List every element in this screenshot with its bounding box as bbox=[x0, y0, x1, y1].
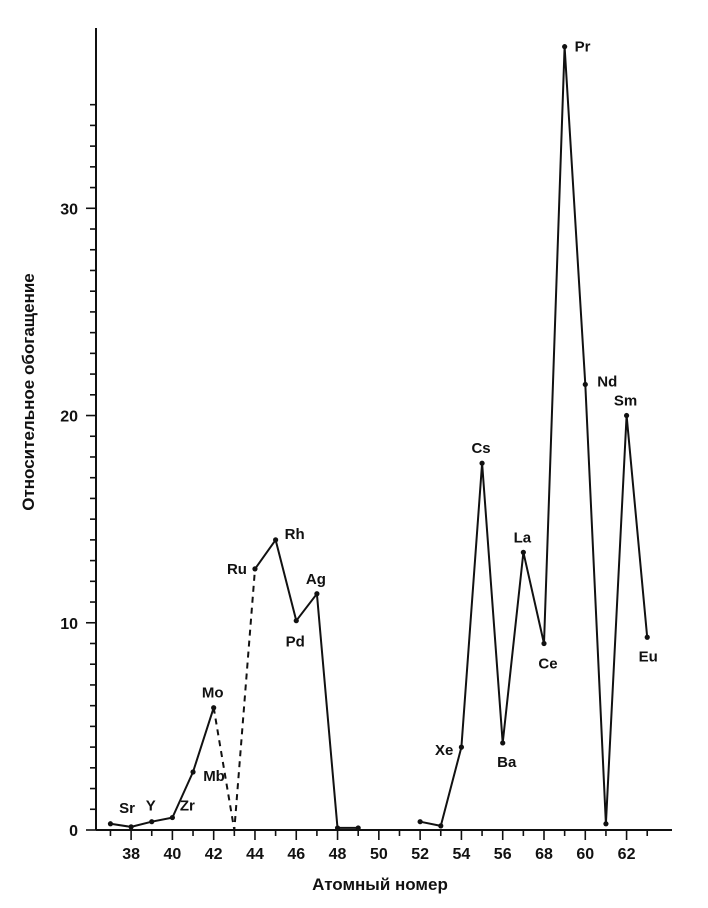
data-point bbox=[459, 745, 464, 750]
data-point bbox=[438, 823, 443, 828]
x-ticks bbox=[110, 830, 647, 863]
point-label: Pd bbox=[285, 633, 305, 651]
y-axis bbox=[60, 28, 96, 840]
y-axis-title: Относительное обогащение bbox=[19, 273, 38, 511]
point-label: Ce bbox=[538, 655, 558, 673]
x-axis-title: Атомный номер bbox=[312, 875, 448, 894]
data-point bbox=[314, 591, 319, 596]
data-point bbox=[624, 413, 629, 418]
data-point bbox=[128, 824, 133, 829]
point-label: Sm bbox=[613, 392, 638, 410]
point-label: Xe bbox=[435, 742, 454, 760]
point-label: La bbox=[513, 529, 532, 547]
data-point bbox=[583, 382, 588, 387]
x-tick-label: 46 bbox=[287, 846, 306, 863]
y-tick-label: 10 bbox=[60, 615, 78, 633]
point-label: Ba bbox=[497, 753, 517, 771]
y-tick-label: 20 bbox=[60, 408, 78, 426]
point-label: Rh bbox=[284, 525, 305, 543]
y-tick-label: 30 bbox=[60, 201, 78, 219]
x-tick-label: 48 bbox=[328, 846, 347, 863]
series-segment bbox=[420, 47, 647, 826]
data-point bbox=[170, 815, 175, 820]
data-point bbox=[356, 825, 361, 830]
point-label: Zr bbox=[179, 797, 195, 815]
point-label: Mo bbox=[201, 684, 224, 702]
x-tick-label: 54 bbox=[452, 846, 471, 863]
x-tick-label: 60 bbox=[576, 846, 595, 863]
x-tick-label: 44 bbox=[246, 846, 264, 863]
point-label: Y bbox=[145, 797, 156, 815]
y-tick-label: 0 bbox=[69, 823, 78, 840]
y-ticks bbox=[60, 105, 96, 840]
x-tick-label: 56 bbox=[493, 846, 512, 863]
data-point bbox=[562, 44, 567, 49]
series bbox=[108, 44, 650, 830]
x-tick-label: 62 bbox=[617, 846, 636, 863]
data-point bbox=[273, 537, 278, 542]
x-tick-label: 40 bbox=[163, 846, 182, 863]
point-labels bbox=[119, 39, 658, 817]
data-point bbox=[603, 821, 608, 826]
point-label: Ru bbox=[226, 560, 247, 578]
data-point bbox=[335, 825, 340, 830]
data-point bbox=[541, 641, 546, 646]
x-tick-label: 50 bbox=[369, 846, 388, 863]
data-point bbox=[521, 550, 526, 555]
data-point bbox=[500, 740, 505, 745]
data-point bbox=[149, 819, 154, 824]
data-point bbox=[108, 821, 113, 826]
point-label: Cs bbox=[471, 440, 491, 458]
data-point bbox=[252, 566, 257, 571]
point-label: Mb bbox=[203, 767, 225, 785]
data-point bbox=[479, 461, 484, 466]
x-tick-label: 68 bbox=[535, 846, 553, 863]
data-point bbox=[418, 819, 423, 824]
point-label: Pr bbox=[574, 38, 591, 56]
x-tick-label: 38 bbox=[122, 846, 140, 863]
point-label: Ag bbox=[305, 570, 326, 588]
point-label: Nd bbox=[597, 373, 618, 391]
point-label: Eu bbox=[638, 648, 658, 666]
point-label: Sr bbox=[119, 799, 136, 817]
x-tick-label: 42 bbox=[204, 846, 223, 863]
x-tick-label: 52 bbox=[411, 846, 430, 863]
data-point bbox=[190, 769, 195, 774]
x-axis bbox=[96, 830, 672, 863]
data-point bbox=[645, 635, 650, 640]
data-point bbox=[294, 618, 299, 623]
